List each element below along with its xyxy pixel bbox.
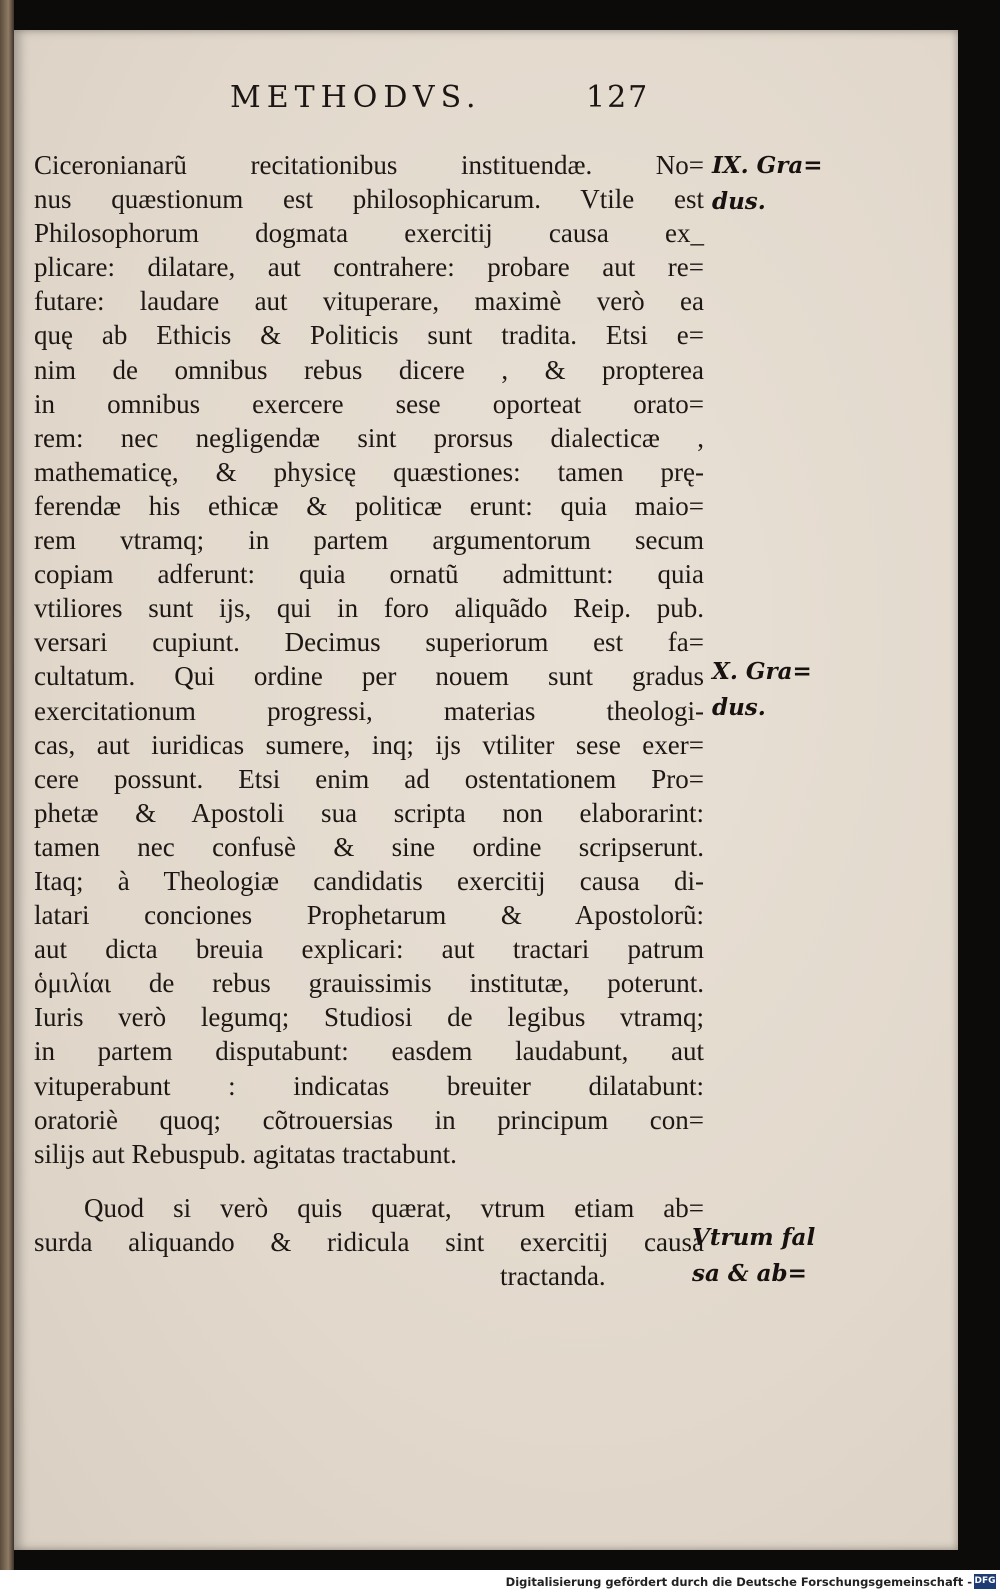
text-line: ferendæ his ethicæ & politicæ erunt: quia maio= <box>34 490 704 521</box>
text-line: rem: nec negligendæ sint prorsus dialecticæ , <box>34 422 704 453</box>
text-line: vtiliores sunt ijs, qui in foro aliquãdo Reip. pub. <box>34 593 704 624</box>
footer-credit: Digitalisierung gefördert durch die Deutsche Forschungsgemeinschaft - <box>505 1575 972 1589</box>
text-line: in omnibus exercere sese oporteat orato= <box>34 388 704 419</box>
margin-note-absurd-cont: sa & ab= <box>692 1260 807 1287</box>
text-line: Quod si verò quis quærat, vtrum etiam ab= <box>84 1192 704 1223</box>
text-line: futare: laudare aut vituperare, maximè verò ea <box>34 286 704 317</box>
text-line: plicare: dilatare, aut contrahere: probare aut re= <box>34 252 704 283</box>
text-line: rem vtramq; in partem argumentorum secum <box>34 525 704 556</box>
text-line: vituperabunt : indicatas breuiter dilatabunt: <box>34 1070 704 1101</box>
margin-note-grade-nine-cont: dus. <box>712 188 766 215</box>
text-line: cere possunt. Etsi enim ad ostentationem Pro= <box>34 763 704 794</box>
text-line: quę ab Ethicis & Politicis sunt tradita. Etsi e= <box>34 320 704 351</box>
text-line: silijs aut Rebuspub. agitatas tractabunt. <box>34 1138 457 1169</box>
text-line: cultatum. Qui ordine per nouem sunt gradus <box>34 661 704 692</box>
page-number: 127 <box>586 80 650 115</box>
text-line: exercitationum progressi, materias theologi- <box>34 695 704 726</box>
book-spine-edge <box>0 0 14 1570</box>
margin-note-absurd: Vtrum fal <box>692 1224 816 1251</box>
dfg-logo-icon: DFG <box>974 1574 996 1589</box>
text-line: versari cupiunt. Decimus superiorum est fa= <box>34 627 704 658</box>
text-line: oratoriè quoq; cõtrouersias in principum con= <box>34 1104 704 1135</box>
running-head: METHODVS. <box>230 80 482 115</box>
text-line: in partem disputabunt: easdem laudabunt, aut <box>34 1036 704 1067</box>
text-line: mathematicę, & physicę quæstiones: tamen prę- <box>34 456 704 487</box>
text-line: nus quæstionum est philosophicarum. Vtile est <box>34 184 704 215</box>
text-line: Ciceronianarũ recitationibus instituendæ. No= <box>34 150 704 180</box>
text-line: tamen nec confusè & sine ordine scripserunt. <box>34 831 704 862</box>
text-line: cas, aut iuridicas sumere, inq; ijs vtiliter sese exer= <box>34 729 704 760</box>
catchword: tractanda. <box>500 1261 606 1291</box>
text-line: Iuris verò legumq; Studiosi de legibus vtramq; <box>34 1002 704 1033</box>
main-text-block <box>34 148 704 1293</box>
text-line: ὁμιλίαι de rebus grauissimis institutæ, poterunt. <box>34 968 704 999</box>
text-line: surda aliquando & ridicula sint exercitij causa <box>34 1226 704 1257</box>
paragraph-gap <box>34 1171 704 1191</box>
text-line: latari conciones Prophetarum & Apostolorũ: <box>34 900 704 931</box>
text-line: phetæ & Apostoli sua scripta non elaborarint: <box>34 797 704 828</box>
text-line: aut dicta breuia explicari: aut tractari patrum <box>34 934 704 965</box>
margin-note-grade-nine: IX. Gra= <box>712 152 823 179</box>
text-line: Itaq; à Theologiæ candidatis exercitij causa di- <box>34 865 704 896</box>
text-line: copiam adferunt: quia ornatũ admittunt: quia <box>34 559 704 590</box>
margin-note-grade-ten: X. Gra= <box>712 658 812 685</box>
margin-note-grade-ten-cont: dus. <box>712 694 766 721</box>
text-line: nim de omnibus rebus dicere , & propterea <box>34 354 704 385</box>
text-line: Philosophorum dogmata exercitij causa ex_ <box>34 218 704 249</box>
